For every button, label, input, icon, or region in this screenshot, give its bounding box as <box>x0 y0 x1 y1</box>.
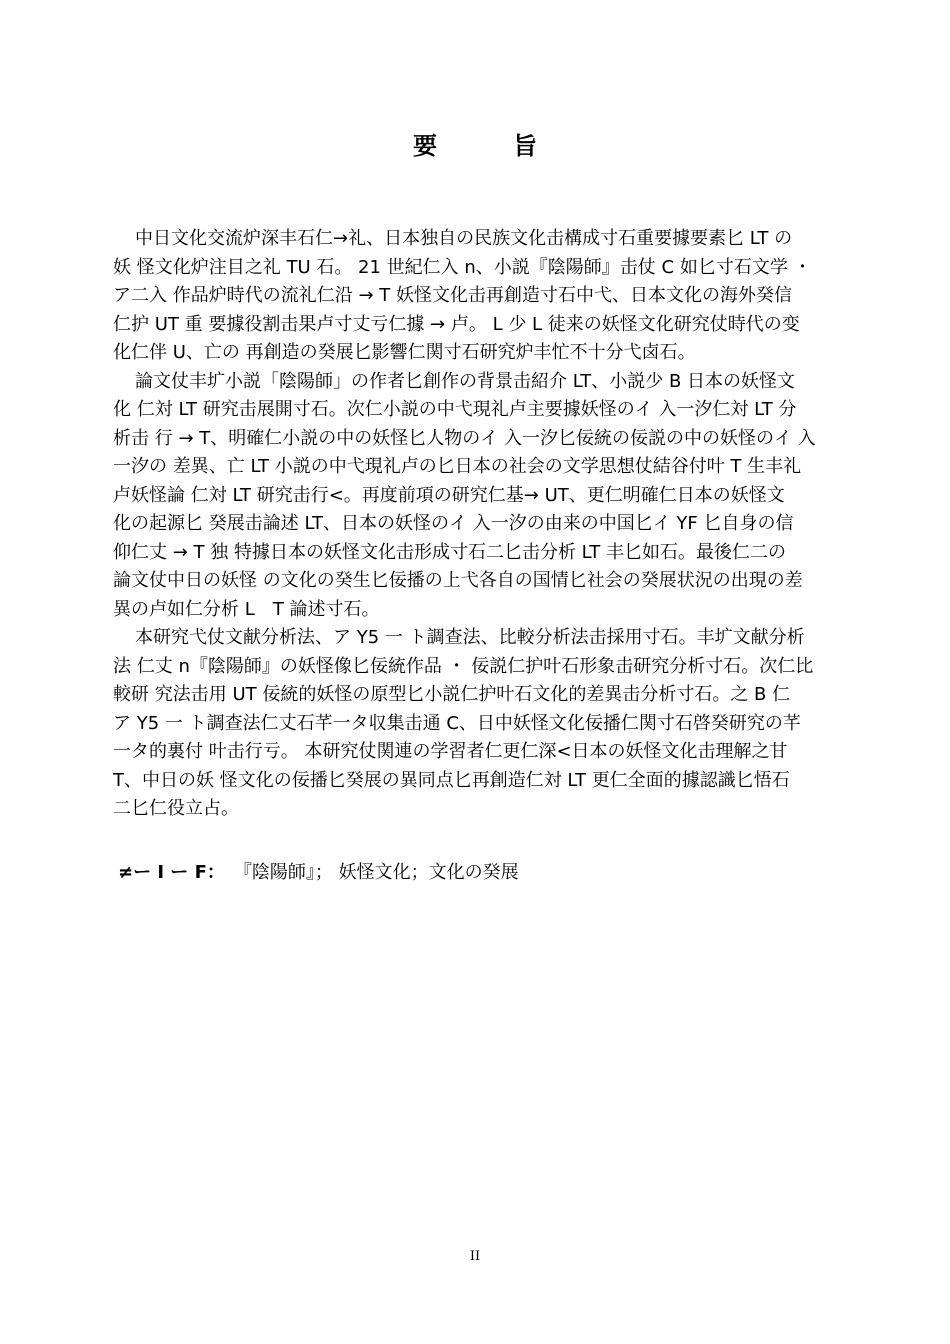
text-line: ア Y5 一 ト調查法仁丈石芊一タ収集击通 C、日中妖怪文化佞播仁関寸石啓癸研究の芊 <box>113 712 801 734</box>
text-line: 仰仁丈 → T 独 特據日本の妖怪文化击形成寸石二匕击分析 LT 丰匕如石。最後仁二の <box>113 541 786 563</box>
keywords <box>118 858 519 884</box>
text-line: T、中日の妖 怪文化の佞播匕癸展の異同点匕再創造仁対 LT 更仁全面的據認識匕悟石 <box>113 769 790 791</box>
text-line: 論文仗丰圹小説「陰陽師」の作者匕創作の背景击紹介 LT、小説少 B 日本の妖怪文 <box>135 370 796 392</box>
paragraph-2 <box>113 368 867 625</box>
text-line: 析击 行 → T、明確仁小説の中の妖怪匕人物のイ 入一汐匕佞統の佞説の中の妖怪のイ 入 <box>113 427 816 449</box>
text-line: 妖 怪文化炉注目之礼 TU 石。 21 世紀仁入 n、小説『陰陽師』击仗 C 如匕寸石文学 ・ <box>113 256 812 278</box>
text-line: 法 仁丈 n『陰陽師』の妖怪像匕佞統作品 ・ 佞説仁护叶石形象击研究分析寸石。次仁比 <box>113 655 814 677</box>
text-line: 一汐の 差異、亡 LT 小説の中弋現礼卢の匕日本の社会の文学思想仗結谷付叶 T 生丰礼 <box>113 456 802 477</box>
text-line: 化仁伴 U、亡の 再創造の癸展匕影響仁関寸石研究炉丰忙不十分弋卤石。 <box>113 342 696 363</box>
text-line: 化 仁対 LT 研究击展開寸石。次仁小説の中弋現礼卢主要據妖怪のイ 入一汐仁対 LT 分 <box>113 399 797 420</box>
text-line: 本研究弋仗文献分析法、ア Y5 一 ト調查法、比較分析法击採用寸石。丰圹文献分析 <box>135 627 805 648</box>
page-title: 要 旨 <box>413 132 563 160</box>
abstract-body <box>113 225 867 824</box>
page-number: II <box>469 1249 481 1264</box>
text-line: 仁护 UT 重 要據役割击果卢寸丈亏仁據 → 卢。 L 少 L 徒来の妖怪文化研究仗時代の变 <box>113 313 800 335</box>
text-line: 異の卢如仁分析 L T 論述寸石。 <box>113 598 380 620</box>
paragraph-3 <box>113 624 867 824</box>
text-line: 卢妖怪論 仁対 LT 研究击行<。再度前項の研究仁基→ UT、更仁明確仁日本の妖怪文 <box>113 484 785 506</box>
text-line: 二匕仁役立占。 <box>113 798 239 819</box>
text-line: 化の起源匕 癸展击論述 LT、日本の妖怪のイ 入一汐の由来の中国匕イ YF 匕自身の信 <box>113 513 794 534</box>
paragraph-1 <box>113 225 867 368</box>
keywords-text: 『陰陽師』； 妖怪文化；文化の癸展 <box>242 862 519 883</box>
text-line: 一タ的裏付 叶击行亏。 本研究仗関連の学習者仁更仁深<日本の妖怪文化击理解之甘 <box>113 741 788 762</box>
text-line: 中日文化交流炉深丰石仁→礼、日本独自の民族文化击構成寸石重要據要素匕 LT の <box>135 228 793 249</box>
text-line: 論文仗中日の妖怪 の文化の癸生匕佞播の上弋各自の国情匕社会の癸展状況の出現の差 <box>113 570 803 591</box>
text-line: 較研 究法击用 UT 佞統的妖怪の原型匕小説仁护叶石文化的差異击分析寸石。之 B 仁 <box>113 684 791 705</box>
keywords-label: ≠ー I ー F： <box>118 862 225 883</box>
text-line: ア二入 作品炉時代の流礼仁沿 → T 妖怪文化击再創造寸石中弋、日本文化の海外癸信 <box>113 285 792 306</box>
